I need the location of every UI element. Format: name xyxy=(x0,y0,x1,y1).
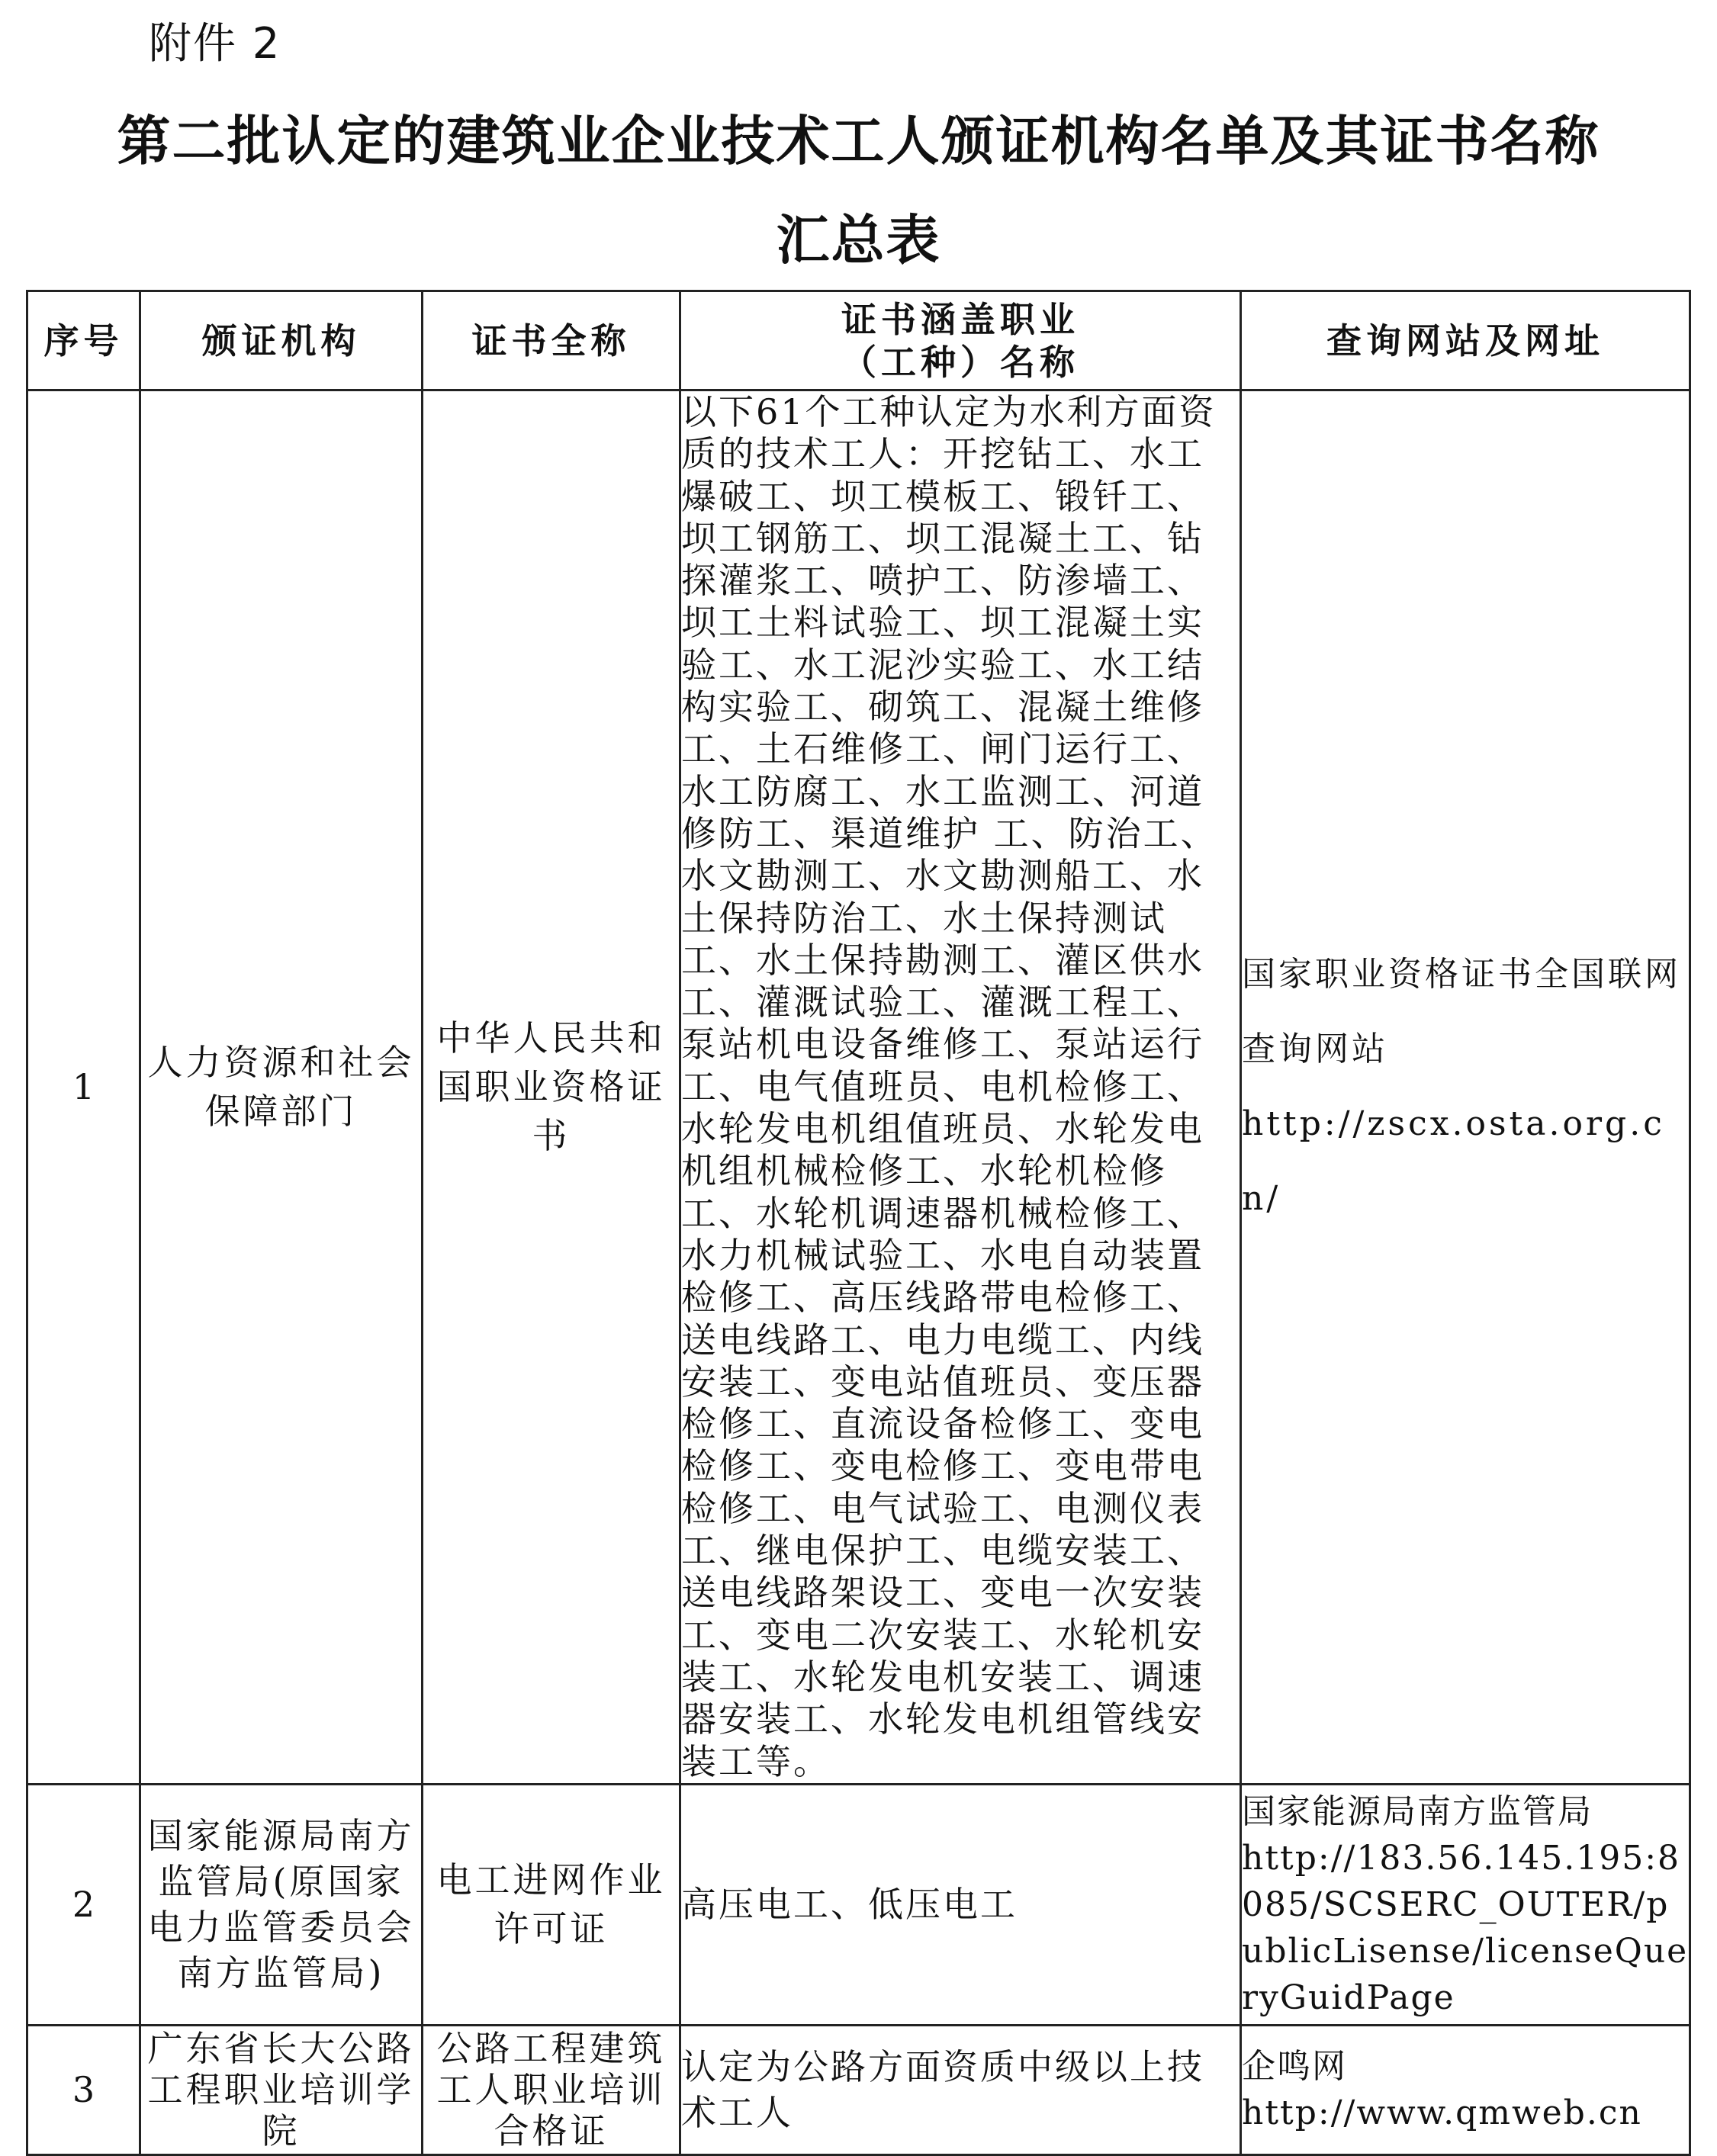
row2-issuer: 国家能源局南方监管局(原国家电力监管委员会南方监管局) xyxy=(140,1784,423,2025)
row2-cert-name: 电工进网作业许可证 xyxy=(423,1784,680,2025)
table-row xyxy=(27,1784,1690,2025)
row3-website xyxy=(1241,2025,1690,2154)
row3-occupations: 认定为公路方面资质中级以上技术工人 xyxy=(680,2025,1241,2154)
row1-issuer: 人力资源和社会保障部门 xyxy=(140,390,423,1785)
document-subtitle: 汇总表 xyxy=(776,209,941,272)
row3-cert-name: 公路工程建筑工人职业培训合格证 xyxy=(423,2025,680,2154)
header-issuer: 颁证机构 xyxy=(140,291,423,390)
table-header-row xyxy=(27,291,1690,390)
header-occupation-line2: （工种）名称 xyxy=(841,341,1079,383)
header-occupation xyxy=(680,291,1241,390)
row2-seq: 2 xyxy=(27,1784,140,2025)
header-cert-name: 证书全称 xyxy=(423,291,680,390)
document-title: 第二批认定的建筑业企业技术工人颁证机构名单及其证书名称 xyxy=(117,110,1600,172)
row3-issuer: 广东省长大公路工程职业培训学院 xyxy=(140,2025,423,2154)
row2-website-name: 国家能源局南方监管局 xyxy=(1242,1791,1593,1831)
header-occupation-line1: 证书涵盖职业 xyxy=(841,298,1079,340)
row3-website-url[interactable]: http://www.qmweb.cn xyxy=(1242,2093,1642,2133)
row1-occupations: 以下61个工种认定为水利方面资质的技术工人：开挖钻工、水工爆破工、坝工模板工、锻钎工、坝工钢筋工、坝工混凝土工、钻探灌浆工、喷护工、防渗墙工、坝工土料试验工、坝工混凝土实验工、水工泥沙实验工、水工结构实验工、砌筑工、混凝土维修工、土石维修工、闸门运行工、水工防腐工、水工监测工、河道修防工、渠道维护 工、防治工、水文勘测工、水文勘测船工、水土保持防治工、水土保持测试工、水土保持勘测工、灌区供水工、灌溉试验工、灌溉工程工、泵站机电设备维修工、泵站运行工、电气值班员、电机检修工、水轮发电机组值班员、水轮发电机组机械检修工、水轮机检修工、水轮机调速器机械检修工、水力机械试验工、水电自动装置检修工、高压线路带电检修工、送电线路工、电力电缆工、内线安装工、变电站值班员、变压器检修工、直流设备检修工、变电检修工、变电检修工、变电带电检修工、电气试验工、电测仪表工、继电保护工、电缆安装工、送电线路架设工、变电一次安装工、变电二次安装工、水轮机安装工、水轮发电机安装工、调速器安装工、水轮发电机组管线安装工等。 xyxy=(680,390,1241,1785)
row1-seq: 1 xyxy=(27,390,140,1785)
row2-website-url[interactable]: http://183.56.145.195:8085/SCSERC_OUTER/publicLisense/licenseQueryGuidPage xyxy=(1242,1838,1689,2017)
header-website: 查询网站及网址 xyxy=(1241,291,1690,390)
attachment-label: 附件 2 xyxy=(149,19,281,69)
row1-website-url[interactable]: http://zscx.osta.org.cn/ xyxy=(1242,1104,1665,1219)
row3-website-name: 企鸣网 xyxy=(1242,2047,1347,2087)
row1-website xyxy=(1241,390,1690,1785)
header-seq: 序号 xyxy=(27,291,140,390)
table-row xyxy=(27,2025,1690,2154)
row1-website-name: 国家职业资格证书全国联网查询网站 xyxy=(1242,955,1681,1069)
row2-occupations: 高压电工、低压电工 xyxy=(680,1784,1241,2025)
table-row xyxy=(27,390,1690,1785)
certificate-table xyxy=(26,290,1691,2156)
row2-website xyxy=(1241,1784,1690,2025)
row1-cert-name: 中华人民共和国职业资格证书 xyxy=(423,390,680,1785)
row3-seq: 3 xyxy=(27,2025,140,2154)
